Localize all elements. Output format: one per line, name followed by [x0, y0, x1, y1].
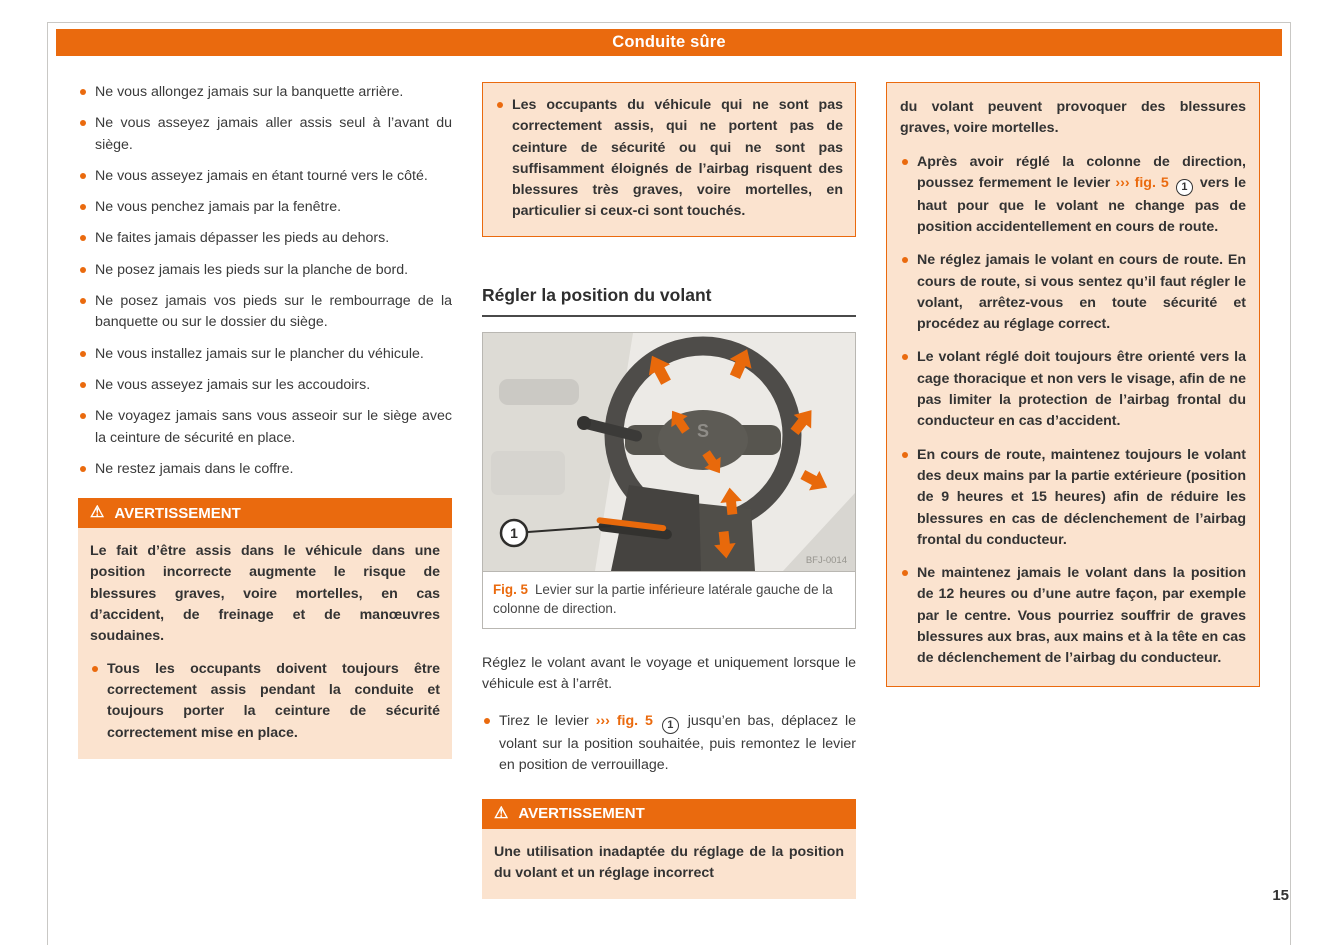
bullet-dot-icon [80, 235, 86, 241]
bullet-dot-icon [80, 89, 86, 95]
warning-triangle-icon: ⚠ [494, 804, 509, 822]
bullet-dot-icon [80, 413, 86, 419]
list-item [78, 166, 452, 187]
manual-page [47, 22, 1291, 945]
list-item [78, 291, 452, 334]
page-content [56, 56, 1282, 916]
warning-body [78, 528, 452, 759]
header-banner [56, 29, 1282, 56]
right-column [886, 82, 1260, 916]
warning-paragraph: Une utilisation inadaptée du réglage de la position du volant et un réglage incorrect [494, 843, 844, 881]
figure-label: Fig. 5 [493, 581, 528, 597]
warning-box [78, 498, 452, 759]
list-item-text: Ne faites jamais dépasser les pieds au dehors. [95, 230, 390, 247]
list-item [78, 228, 452, 249]
page-title: Conduite sûre [612, 33, 726, 51]
circled-number-1: 1 [662, 717, 679, 734]
warning-list-item-text: Ne réglez jamais le volant en cours de route. En cours de route, si vous sentez qu’il faut régler le volant, arrêtez-vous en toute sécurité et procédez au réglage correct. [917, 252, 1246, 333]
warning-continuation-box [886, 82, 1260, 687]
bullet-dot-icon [80, 466, 86, 472]
middle-column [482, 82, 856, 916]
note-list-item [495, 95, 843, 223]
figure-caption [483, 571, 855, 628]
list-item [78, 260, 452, 281]
list-item-text: Ne posez jamais vos pieds sur le rembourrage de la banquette ou sur le dossier du siège. [95, 293, 452, 331]
bullet-dot-icon [80, 382, 86, 388]
bullet-dot-icon [80, 204, 86, 210]
list-item [78, 197, 452, 218]
warning-paragraph: Le fait d’être assis dans le véhicule dans une position incorrecte augmente le risque de blessures graves, voire mortelles, en cas d’accident, de freinage et de manœuvres soudaines. [90, 543, 440, 645]
warning-title: AVERTISSEMENT [114, 504, 241, 522]
fig-reference: fig. 5 [616, 713, 653, 730]
warning-list-item [900, 445, 1246, 551]
list-item-text: Ne restez jamais dans le coffre. [95, 460, 294, 477]
list-item [78, 82, 452, 103]
section-title: Régler la position du volant [482, 285, 856, 317]
note-box [482, 82, 856, 237]
callout-number: 1 [510, 524, 518, 541]
warning-list-item [900, 250, 1246, 335]
warning-intro: du volant peuvent provoquer des blessures graves, voire mortelles. [900, 99, 1246, 137]
paragraph: Réglez le volant avant le voyage et uniquement lorsque le véhicule est à l’arrêt. [482, 654, 856, 692]
bullet-dot-icon [80, 298, 86, 304]
bullet-dot-icon [92, 666, 98, 672]
list-item-text: Ne vous asseyez jamais en étant tourné vers le côté. [95, 167, 428, 184]
list-item-text: Ne voyagez jamais sans vous asseoir sur le siège avec la ceinture de sécurité en place. [95, 408, 452, 446]
dashboard-detail [491, 451, 565, 495]
bullet-dot-icon [902, 159, 908, 165]
circled-number-1: 1 [1176, 179, 1193, 196]
list-item [78, 406, 452, 449]
warning-text-pre: Après avoir réglé la colonne de direction, poussez fermement le levier [917, 153, 1246, 191]
warning-list-item [900, 563, 1246, 669]
bullet-dot-icon [902, 257, 908, 263]
bullet-dot-icon [902, 452, 908, 458]
bullet-dot-icon [902, 354, 908, 360]
list-item-text: Ne vous asseyez jamais aller assis seul à l’avant du siège. [95, 115, 452, 153]
ref-arrows: ››› [1115, 174, 1130, 191]
warning-box [482, 799, 856, 900]
list-item-text: Ne vous asseyez jamais sur les accoudoirs. [95, 376, 371, 393]
list-item-text: Ne vous installez jamais sur le plancher du véhicule. [95, 345, 424, 362]
bullet-dot-icon [80, 120, 86, 126]
figure-watermark: BFJ-0014 [805, 554, 847, 566]
warning-list-item-text: Le volant réglé doit toujours être orienté vers la cage thoracique et non vers le visage, afin de ne pas limiter la protection de l’airbag frontal du conducteur en cas d’accident. [917, 349, 1246, 430]
bullet-dot-icon [497, 102, 503, 108]
bullet-dot-icon [80, 267, 86, 273]
bullet-dot-icon [902, 570, 908, 576]
warning-header [78, 498, 452, 528]
warning-list-item-text: Ne maintenez jamais le volant dans la position de 12 heures ou d’une autre façon, par exemple par le centre. Vous pourriez souffrir de graves blessures aux bras, aux mains et à la tête en cas de déclenchement de l’airbag du conducteur. [917, 565, 1246, 667]
figure [482, 332, 856, 629]
list-item [78, 375, 452, 396]
warning-list-item [900, 347, 1246, 432]
warning-triangle-icon: ⚠ [90, 504, 105, 522]
step-list-item [482, 711, 856, 776]
left-column [78, 82, 452, 916]
warning-list-item [90, 659, 440, 744]
page-number: 15 [1272, 887, 1289, 904]
bullet-dot-icon [80, 173, 86, 179]
steering-wheel-illustration [483, 333, 855, 571]
bullet-dot-icon [484, 718, 490, 724]
step-text-pre: Tirez le levier [499, 713, 596, 730]
air-vent [499, 379, 579, 405]
warning-body [482, 829, 856, 900]
list-item [78, 344, 452, 365]
warning-text-post: vers le haut pour que le volant ne change pas de position accidentellement en cours de route. [917, 174, 1246, 235]
fig-reference: fig. 5 [1134, 174, 1169, 191]
list-item-text: Ne vous penchez jamais par la fenêtre. [95, 199, 342, 216]
list-item [78, 459, 452, 480]
warning-list-item-text: Tous les occupants doivent toujours être correctement assis pendant la conduite et toujours porter la ceinture de sécurité correctement mise en place. [107, 660, 440, 741]
list-item-text: Ne posez jamais les pieds sur la planche de bord. [95, 261, 409, 278]
warning-list-item [900, 152, 1246, 239]
warning-header [482, 799, 856, 829]
list-item-text: Ne vous allongez jamais sur la banquette arrière. [95, 84, 404, 100]
bullet-dot-icon [80, 351, 86, 357]
wheel-logo: S [696, 420, 710, 441]
warning-title: AVERTISSEMENT [518, 805, 645, 823]
list-item [78, 113, 452, 156]
note-list-item-text: Les occupants du véhicule qui ne sont pas correctement assis, qui ne portent pas de ceinture de sécurité ou qui ne sont pas suffisamment éloignés de l’airbag risquent des blessures très graves, voire mortelles, en particulier si ceux-ci sont touchés. [512, 97, 843, 220]
step-text-post: jusqu’en bas, déplacez le volant sur la position souhaitée, puis remontez le levier en position de verrouillage. [499, 713, 856, 774]
warning-list-item-text: En cours de route, maintenez toujours le volant des deux mains par la partie extérieure (position de 9 heures et 15 heures) afin de réduire les blessures en cas de déclenchement de l’airbag frontal du conducteur. [917, 446, 1246, 548]
ref-arrows: ››› [595, 713, 610, 730]
figure-caption-text: Levier sur la partie inférieure latérale gauche de la colonne de direction. [493, 581, 833, 617]
